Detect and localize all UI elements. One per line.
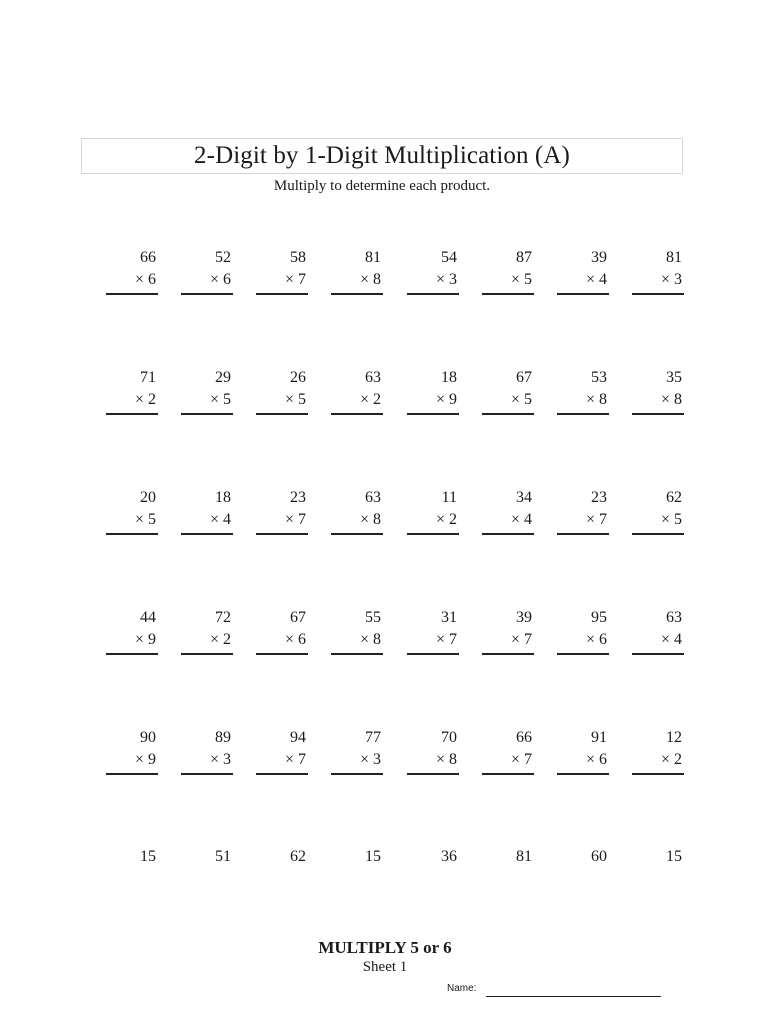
- problem-multiplier: × 7: [585, 511, 607, 528]
- problem-multiplier: × 7: [284, 751, 306, 768]
- problem-multiplier: × 5: [510, 391, 532, 408]
- problem-multiplicand: 60: [591, 848, 607, 865]
- problem: [482, 367, 534, 415]
- problem-multiplier: × 8: [359, 631, 381, 648]
- answer-line[interactable]: [256, 533, 308, 535]
- problem: [181, 487, 233, 535]
- answer-line[interactable]: [407, 533, 459, 535]
- footer-title: MULTIPLY 5 or 6: [318, 938, 452, 957]
- problem: [256, 487, 308, 535]
- problem: [256, 247, 308, 295]
- problem-multiplier: × 5: [209, 391, 231, 408]
- problem-multiplier: × 7: [510, 751, 532, 768]
- problem: [256, 727, 308, 775]
- answer-line[interactable]: [331, 533, 383, 535]
- problem-multiplicand: 63: [365, 369, 381, 386]
- answer-line[interactable]: [256, 413, 308, 415]
- answer-line[interactable]: [331, 413, 383, 415]
- answer-line[interactable]: [256, 293, 308, 295]
- answer-line[interactable]: [181, 773, 233, 775]
- problem: [181, 367, 233, 415]
- problem-multiplicand: 63: [365, 489, 381, 506]
- problem-multiplicand: 62: [666, 489, 682, 506]
- problem: [632, 247, 684, 295]
- answer-line[interactable]: [482, 293, 534, 295]
- problem-multiplicand: 12: [666, 729, 682, 746]
- answer-line[interactable]: [557, 293, 609, 295]
- problem: [482, 487, 534, 535]
- answer-line[interactable]: [632, 653, 684, 655]
- problem-multiplicand: 89: [215, 729, 231, 746]
- problem-multiplicand: 63: [666, 609, 682, 626]
- problem: [256, 607, 308, 655]
- answer-line[interactable]: [106, 293, 158, 295]
- answer-line[interactable]: [557, 773, 609, 775]
- problem-multiplicand: 44: [140, 609, 156, 626]
- answer-line[interactable]: [557, 653, 609, 655]
- problem: [106, 247, 158, 295]
- problem: [557, 247, 609, 295]
- problem: [106, 727, 158, 775]
- answer-line[interactable]: [256, 653, 308, 655]
- problem-multiplier: × 7: [435, 631, 457, 648]
- problem: [557, 367, 609, 415]
- problem-multiplicand: 39: [516, 609, 532, 626]
- problem-multiplicand: 36: [441, 848, 457, 865]
- answer-line[interactable]: [632, 293, 684, 295]
- problem-multiplicand: 66: [140, 249, 156, 266]
- problem-multiplier: × 8: [359, 511, 381, 528]
- problem: [331, 247, 383, 295]
- answer-line[interactable]: [106, 413, 158, 415]
- answer-line[interactable]: [106, 653, 158, 655]
- problem: [482, 247, 534, 295]
- answer-line[interactable]: [632, 773, 684, 775]
- problem-multiplier: × 4: [585, 271, 607, 288]
- problem-multiplicand: 70: [441, 729, 457, 746]
- problem: [106, 367, 158, 415]
- problem-multiplicand: 52: [215, 249, 231, 266]
- problem-multiplicand: 18: [215, 489, 231, 506]
- problem-multiplier: × 7: [284, 271, 306, 288]
- problem: [106, 487, 158, 535]
- problem-multiplier: × 7: [510, 631, 532, 648]
- problem-multiplier: × 4: [209, 511, 231, 528]
- problem-multiplicand: 94: [290, 729, 306, 746]
- answer-line[interactable]: [256, 773, 308, 775]
- problem-multiplicand: 26: [290, 369, 306, 386]
- problem-multiplicand: 72: [215, 609, 231, 626]
- problem-multiplicand: 95: [591, 609, 607, 626]
- problem: [331, 367, 383, 415]
- problem-multiplier: × 8: [435, 751, 457, 768]
- answer-line[interactable]: [632, 413, 684, 415]
- answer-line[interactable]: [557, 413, 609, 415]
- problem-multiplier: × 2: [435, 511, 457, 528]
- worksheet-title: 2-Digit by 1-Digit Multiplication (A): [194, 142, 570, 169]
- problem-multiplier: × 6: [134, 271, 156, 288]
- problem-multiplicand: 15: [365, 848, 381, 865]
- problem: [331, 607, 383, 655]
- problem-multiplier: × 8: [585, 391, 607, 408]
- answer-line[interactable]: [482, 533, 534, 535]
- problem-multiplier: × 5: [134, 511, 156, 528]
- problem-multiplier: × 6: [585, 631, 607, 648]
- problem-multiplicand: 62: [290, 848, 306, 865]
- worksheet-subtitle: Multiply to determine each product.: [273, 178, 491, 194]
- problem: [632, 367, 684, 415]
- problem: [557, 487, 609, 535]
- answer-line[interactable]: [482, 413, 534, 415]
- problem-multiplier: × 3: [435, 271, 457, 288]
- problem-multiplier: × 5: [510, 271, 532, 288]
- problem-multiplicand: 11: [441, 489, 457, 506]
- problem: [181, 607, 233, 655]
- problem: [482, 607, 534, 655]
- problem-multiplicand: 81: [365, 249, 381, 266]
- problem-multiplier: × 6: [209, 271, 231, 288]
- answer-line[interactable]: [181, 413, 233, 415]
- problem: [407, 607, 459, 655]
- problem: [557, 607, 609, 655]
- answer-line[interactable]: [407, 413, 459, 415]
- problem-multiplicand: 18: [441, 369, 457, 386]
- problem: [482, 727, 534, 775]
- problem-multiplicand: 81: [666, 249, 682, 266]
- problem-multiplier: × 5: [284, 391, 306, 408]
- problem-multiplier: × 3: [209, 751, 231, 768]
- problem: [632, 607, 684, 655]
- problem-multiplicand: 87: [516, 249, 532, 266]
- answer-line[interactable]: [181, 293, 233, 295]
- answer-line[interactable]: [482, 773, 534, 775]
- problem: [331, 727, 383, 775]
- problem: [407, 727, 459, 775]
- problem-multiplicand: 29: [215, 369, 231, 386]
- problem-multiplicand: 15: [140, 848, 156, 865]
- problem-multiplier: × 9: [134, 631, 156, 648]
- problem-multiplicand: 77: [365, 729, 381, 746]
- answer-line[interactable]: [407, 773, 459, 775]
- problem-multiplier: × 9: [134, 751, 156, 768]
- answer-line[interactable]: [557, 533, 609, 535]
- answer-line[interactable]: [331, 653, 383, 655]
- answer-line[interactable]: [407, 653, 459, 655]
- name-label: Name:: [447, 983, 477, 994]
- problem-multiplicand: 53: [591, 369, 607, 386]
- problem-multiplicand: 90: [140, 729, 156, 746]
- problem-multiplicand: 23: [290, 489, 306, 506]
- problem: [407, 247, 459, 295]
- problem-multiplier: × 6: [585, 751, 607, 768]
- problem-multiplicand: 66: [516, 729, 532, 746]
- footer-sheet: Sheet 1: [362, 959, 408, 975]
- answer-line[interactable]: [181, 533, 233, 535]
- problem: [331, 487, 383, 535]
- answer-line[interactable]: [106, 533, 158, 535]
- problem-multiplicand: 39: [591, 249, 607, 266]
- problem-multiplicand: 54: [441, 249, 457, 266]
- problem-multiplier: × 6: [284, 631, 306, 648]
- problem-multiplier: × 3: [660, 271, 682, 288]
- problem-multiplier: × 4: [510, 511, 532, 528]
- problem-multiplicand: 20: [140, 489, 156, 506]
- answer-line[interactable]: [407, 293, 459, 295]
- problem: [407, 487, 459, 535]
- problem: [181, 727, 233, 775]
- problem-multiplier: × 2: [359, 391, 381, 408]
- answer-line[interactable]: [632, 533, 684, 535]
- answer-line[interactable]: [482, 653, 534, 655]
- problem: [181, 247, 233, 295]
- title-box: [81, 138, 683, 174]
- problem-multiplicand: 58: [290, 249, 306, 266]
- problem-multiplicand: 34: [516, 489, 532, 506]
- problem-multiplier: × 2: [660, 751, 682, 768]
- problem-multiplicand: 71: [140, 369, 156, 386]
- problem-multiplier: × 4: [660, 631, 682, 648]
- problem-multiplicand: 15: [666, 848, 682, 865]
- problem: [632, 727, 684, 775]
- problem-multiplier: × 7: [284, 511, 306, 528]
- problem-multiplicand: 31: [441, 609, 457, 626]
- problem-multiplier: × 2: [134, 391, 156, 408]
- name-line[interactable]: [486, 996, 661, 997]
- problem-multiplier: × 8: [359, 271, 381, 288]
- problem-multiplier: × 9: [435, 391, 457, 408]
- problem-multiplier: × 5: [660, 511, 682, 528]
- problem-multiplicand: 23: [591, 489, 607, 506]
- answer-line[interactable]: [331, 773, 383, 775]
- answer-line[interactable]: [181, 653, 233, 655]
- problem-multiplier: × 8: [660, 391, 682, 408]
- answer-line[interactable]: [331, 293, 383, 295]
- problem: [256, 367, 308, 415]
- problem: [632, 487, 684, 535]
- problem: [106, 607, 158, 655]
- problem-multiplicand: 67: [290, 609, 306, 626]
- problem-multiplicand: 67: [516, 369, 532, 386]
- problem: [557, 727, 609, 775]
- problem-multiplicand: 91: [591, 729, 607, 746]
- problem-multiplier: × 3: [359, 751, 381, 768]
- problem-multiplicand: 55: [365, 609, 381, 626]
- problem-multiplier: × 2: [209, 631, 231, 648]
- problem-multiplicand: 51: [215, 848, 231, 865]
- answer-line[interactable]: [106, 773, 158, 775]
- problem: [407, 367, 459, 415]
- problem-multiplicand: 35: [666, 369, 682, 386]
- problem-multiplicand: 81: [516, 848, 532, 865]
